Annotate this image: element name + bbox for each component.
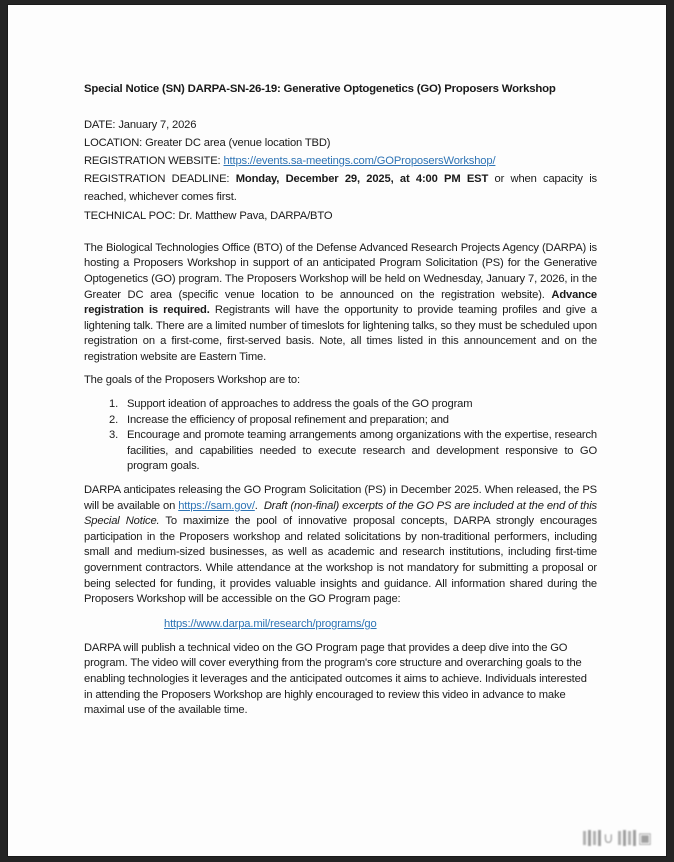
meta-technical-poc-value: Dr. Matthew Pava, DARPA/BTO bbox=[178, 209, 333, 222]
goal-item: 1. Support ideation of approaches to address the goals of the GO program bbox=[121, 397, 597, 413]
document-content bbox=[84, 82, 597, 727]
goal-item: 2. Increase the efficiency of proposal refinement and preparation; and bbox=[121, 413, 597, 429]
intro-text-bold: Advance registration is required. bbox=[84, 288, 597, 317]
watermark-bar-icon bbox=[593, 831, 596, 845]
solicitation-text-italic: Draft (non-final) excerpts of the GO PS are included at the end of this Special Notice. bbox=[84, 499, 597, 528]
intro-paragraph bbox=[84, 241, 597, 366]
sam-gov-link[interactable]: https://sam.gov/ bbox=[178, 499, 255, 512]
meta-technical-poc bbox=[84, 207, 597, 225]
program-page-link-line bbox=[84, 616, 597, 633]
meta-location-label: LOCATION: bbox=[84, 136, 143, 149]
watermark-logo-icon bbox=[514, 828, 654, 848]
meta-registration-deadline-label: REGISTRATION DEADLINE: bbox=[84, 173, 230, 186]
watermark-bar-icon bbox=[628, 831, 631, 845]
video-paragraph: DARPA will publish a technical video on the GO Program page that provides a deep dive into the GO program. The video will cover everything from the program's core structure and overarching goals to the enabling technologies it leverages and the anticipated outcomes it aims to achieve. Individuals interested in attending the Proposers Workshop are highly encouraged to review this video in advance to make maximal use of the available time. bbox=[84, 641, 587, 717]
goals-intro: The goals of the Proposers Workshop are to: bbox=[84, 374, 300, 387]
notice-title: Special Notice (SN) DARPA-SN-26-19: Generative Optogenetics (GO) Proposers Workshop bbox=[84, 83, 556, 95]
solicitation-paragraph bbox=[84, 483, 597, 608]
meta-location bbox=[84, 134, 597, 152]
watermark-glyph-icon: ∪ bbox=[602, 830, 616, 847]
meta-date bbox=[84, 116, 597, 134]
watermark-bar-icon bbox=[583, 831, 586, 845]
intro-text-part1: The Biological Technologies Office (BTO) of the Defense Advanced Research Projects Agency (DARPA) is hosting a Proposers Workshop in support of an anticipated Program Solicitation (PS) for the Generative Optogenetics (GO) program. The Proposers Workshop will be held on Wednesday, January 7, 2026, in the Greater DC area (specific venue location to be announced on the registration website). bbox=[84, 241, 597, 301]
watermark-bar-icon bbox=[588, 830, 591, 846]
meta-registration-deadline-date: Monday, December 29, 2025, at 4:00 PM EST bbox=[235, 173, 489, 186]
goal-item: 3. Encourage and promote teaming arrangements among organizations with the expertise, research facilities, and capabilities needed to execute research and development responsive to GO program goals. bbox=[121, 428, 597, 475]
watermark-bar-icon bbox=[633, 830, 636, 846]
program-page-link[interactable]: https://www.darpa.mil/research/programs/go bbox=[164, 617, 377, 630]
goals-list bbox=[84, 397, 597, 475]
watermark-square-icon: ▣ bbox=[637, 830, 654, 847]
notice-meta bbox=[84, 116, 597, 225]
meta-date-label: DATE: bbox=[84, 118, 116, 131]
meta-location-value: Greater DC area (venue location TBD) bbox=[145, 136, 331, 149]
registration-website-link[interactable]: https://events.sa-meetings.com/GOProposersWorkshop/ bbox=[223, 154, 496, 167]
intro-text-part2: Registrants will have the opportunity to provide teaming profiles and give a lightening talk. There are a limited number of timeslots for lightening talks, so they must be scheduled upon registration on a first-come, first-served basis. Note, all times listed in this announcement and on the registration website are Eastern Time. bbox=[84, 304, 597, 363]
watermark-bar-icon bbox=[623, 830, 626, 846]
watermark-bar-icon bbox=[618, 831, 621, 845]
meta-registration-deadline-rest: or when capacity is reached, whichever comes first. bbox=[84, 173, 597, 204]
meta-date-value: January 7, 2026 bbox=[118, 118, 197, 131]
meta-registration-website bbox=[84, 152, 597, 170]
watermark-bar-icon bbox=[598, 830, 601, 846]
meta-registration-deadline bbox=[84, 170, 597, 206]
meta-technical-poc-label: TECHNICAL POC: bbox=[84, 209, 176, 222]
solicitation-text-part1: DARPA anticipates releasing the GO Program Solicitation (PS) in December 2025. When released, the PS will be available on bbox=[84, 484, 597, 512]
solicitation-text-part3: To maximize the pool of innovative proposal concepts, DARPA strongly encourages participation in the Proposers workshop and related solicitations by non-traditional performers, including small and medium-sized businesses, as well as academic and research institutions, including first-time government contractors. While attendance at the workshop is not mandatory for submitting a proposal or being selected for funding, it provides valuable insights and guidance. All information shared during the Proposers Workshop will be accessible on the GO Program page: bbox=[84, 515, 597, 606]
meta-registration-website-label: REGISTRATION WEBSITE: bbox=[84, 154, 221, 167]
solicitation-text-part2: . bbox=[254, 499, 264, 512]
document-page bbox=[8, 5, 666, 856]
